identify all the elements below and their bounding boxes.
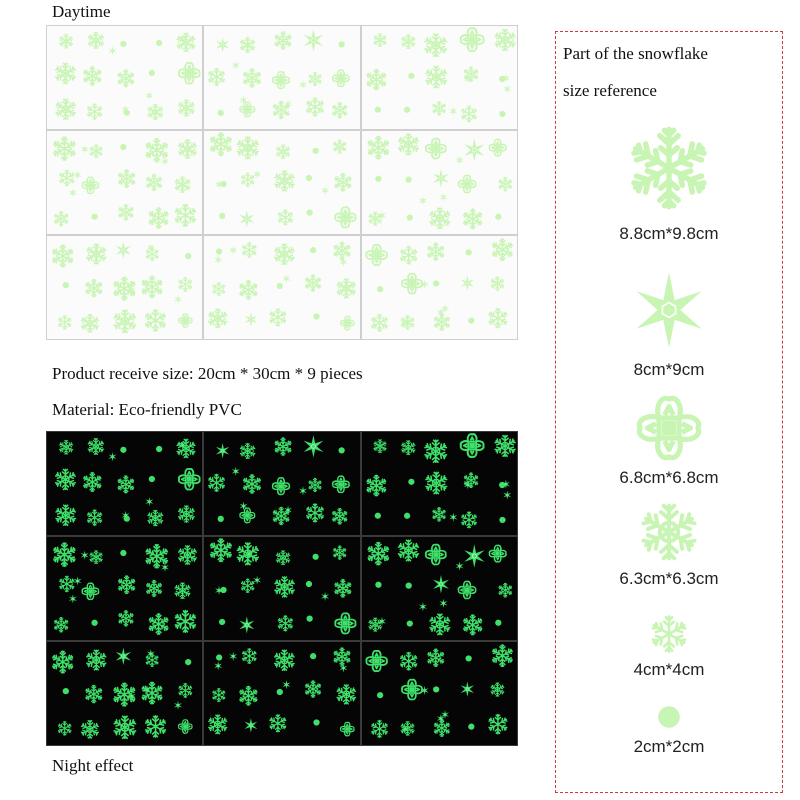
night-sheet-1 (47, 432, 202, 535)
day-sheet-8 (204, 236, 359, 339)
dot-icon (657, 705, 681, 729)
reference-item-5 (556, 612, 782, 680)
day-sheet-6 (362, 131, 517, 234)
snowflake-pattern (204, 432, 359, 535)
snowflake-pattern (47, 131, 202, 234)
night-sheet-3 (362, 432, 517, 535)
reference-item-4 (556, 499, 782, 589)
day-sheet-4 (47, 131, 202, 234)
reference-size-label: 2cm*2cm (633, 737, 705, 756)
reference-size-label: 6.3cm*6.3cm (619, 569, 719, 588)
reference-size-label: 8.8cm*9.8cm (619, 224, 719, 243)
round-snowflake-icon (636, 499, 702, 565)
snowflake-icon (623, 116, 715, 220)
snowflake-pattern (362, 26, 517, 129)
star-snowflake-icon (628, 264, 710, 356)
snowflake-pattern (362, 642, 517, 745)
snowflake-pattern (47, 432, 202, 535)
reference-title-line1: Part of the snowflake (563, 44, 708, 63)
night-effect-label: Night effect (52, 756, 134, 775)
day-sheet-3 (362, 26, 517, 129)
snowflake-pattern (47, 537, 202, 640)
night-sheet-5 (204, 537, 359, 640)
day-sheet-9 (362, 236, 517, 339)
night-sheets-grid (46, 431, 518, 746)
reference-size-label: 6.8cm*6.8cm (619, 468, 719, 487)
reference-size-label: 4cm*4cm (633, 660, 705, 679)
snowflake-pattern (47, 642, 202, 745)
reference-item-6 (556, 705, 782, 757)
reference-title-line2: size reference (563, 81, 657, 100)
night-sheet-2 (204, 432, 359, 535)
snowflake-pattern (362, 432, 517, 535)
snowflake-pattern (362, 236, 517, 339)
snowflake-pattern (204, 642, 359, 745)
night-sheet-8 (204, 642, 359, 745)
daytime-label: Daytime (52, 2, 111, 21)
snowflake-pattern (204, 236, 359, 339)
snowflake-pattern (204, 26, 359, 129)
reference-item-1 (556, 116, 782, 244)
reference-size-label: 8cm*9cm (633, 360, 705, 379)
snowflake-pattern (362, 537, 517, 640)
reference-item-3 (556, 392, 782, 488)
daytime-sheets-grid (46, 25, 518, 340)
snowflake-pattern (47, 26, 202, 129)
night-sheet-4 (47, 537, 202, 640)
night-sheet-6 (362, 537, 517, 640)
square-snowflake-icon (633, 392, 705, 464)
snowflake-pattern (362, 131, 517, 234)
snowflake-pattern (204, 131, 359, 234)
night-sheet-7 (47, 642, 202, 745)
day-sheet-2 (204, 26, 359, 129)
small-snowflake-icon (647, 612, 691, 656)
snowflake-pattern (204, 537, 359, 640)
snowflake-pattern (47, 236, 202, 339)
day-sheet-5 (204, 131, 359, 234)
day-sheet-1 (47, 26, 202, 129)
day-sheet-7 (47, 236, 202, 339)
material-text: Material: Eco-friendly PVC (52, 400, 242, 419)
size-reference-panel (555, 31, 783, 793)
reference-item-2 (556, 264, 782, 380)
night-sheet-9 (362, 642, 517, 745)
product-size-text: Product receive size: 20cm * 30cm * 9 pieces (52, 364, 363, 383)
